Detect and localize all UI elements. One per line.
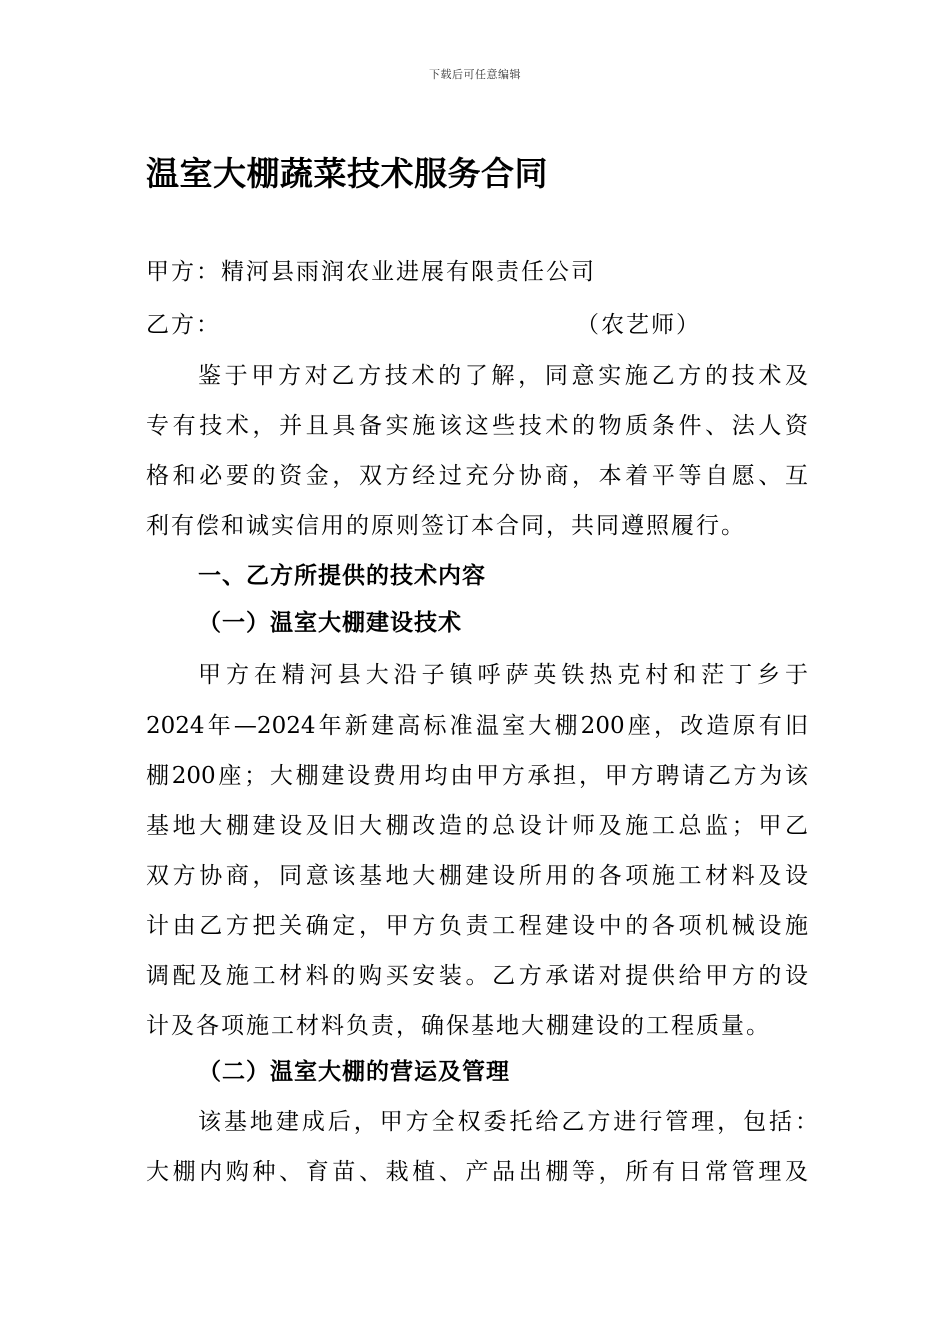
paragraph-line: 甲方在精河县大沿子镇呼萨英铁热克村和茫丁乡于 <box>198 662 808 688</box>
preamble-line: 鉴于甲方对乙方技术的了解，同意实施乙方的技术及 <box>198 363 808 389</box>
paragraph-line: 棚200座；大棚建设费用均由甲方承担，甲方聘请乙方为该 <box>146 763 808 789</box>
section-heading: 一、乙方所提供的技术内容 <box>198 562 486 589</box>
paragraph-line: 双方协商，同意该基地大棚建设所用的各项施工材料及设 <box>146 863 808 889</box>
party-b-line <box>146 309 808 341</box>
paragraph-line: 调配及施工材料的购买安装。乙方承诺对提供给甲方的设 <box>146 963 808 989</box>
paragraph-line: 计由乙方把关确定，甲方负责工程建设中的各项机械设施 <box>146 913 808 939</box>
paragraph-line: 计及各项施工材料负责，确保基地大棚建设的工程质量。 <box>146 1013 771 1039</box>
preamble-line: 格和必要的资金，双方经过充分协商，本着平等自愿、互 <box>146 463 808 489</box>
header-note: 下载后可任意编辑 <box>429 68 521 81</box>
party-a-line: 甲方：精河县雨润农业进展有限责任公司 <box>146 259 596 285</box>
paragraph-line: 该基地建成后，甲方全权委托给乙方进行管理，包括： <box>198 1109 818 1135</box>
paragraph-line: 大棚内购种、育苗、栽植、产品出棚等，所有日常管理及 <box>146 1159 808 1185</box>
subsection-heading: （一）温室大棚建设技术 <box>198 609 462 636</box>
paragraph-line: 2024年—2024年新建高标准温室大棚200座，改造原有旧 <box>146 713 808 739</box>
preamble-line: 利有偿和诚实信用的原则签订本合同，共同遵照履行。 <box>146 513 746 539</box>
preamble-line: 专有技术，并且具备实施该这些技术的物质条件、法人资 <box>146 413 808 439</box>
paragraph-line: 基地大棚建设及旧大棚改造的总设计师及施工总监；甲乙 <box>146 813 808 839</box>
document-title: 温室大棚蔬菜技术服务合同 <box>146 154 548 193</box>
subsection-heading: （二）温室大棚的营运及管理 <box>198 1058 510 1085</box>
party-b-role: （农艺师） <box>576 312 701 338</box>
party-b-label: 乙方： <box>146 312 221 338</box>
